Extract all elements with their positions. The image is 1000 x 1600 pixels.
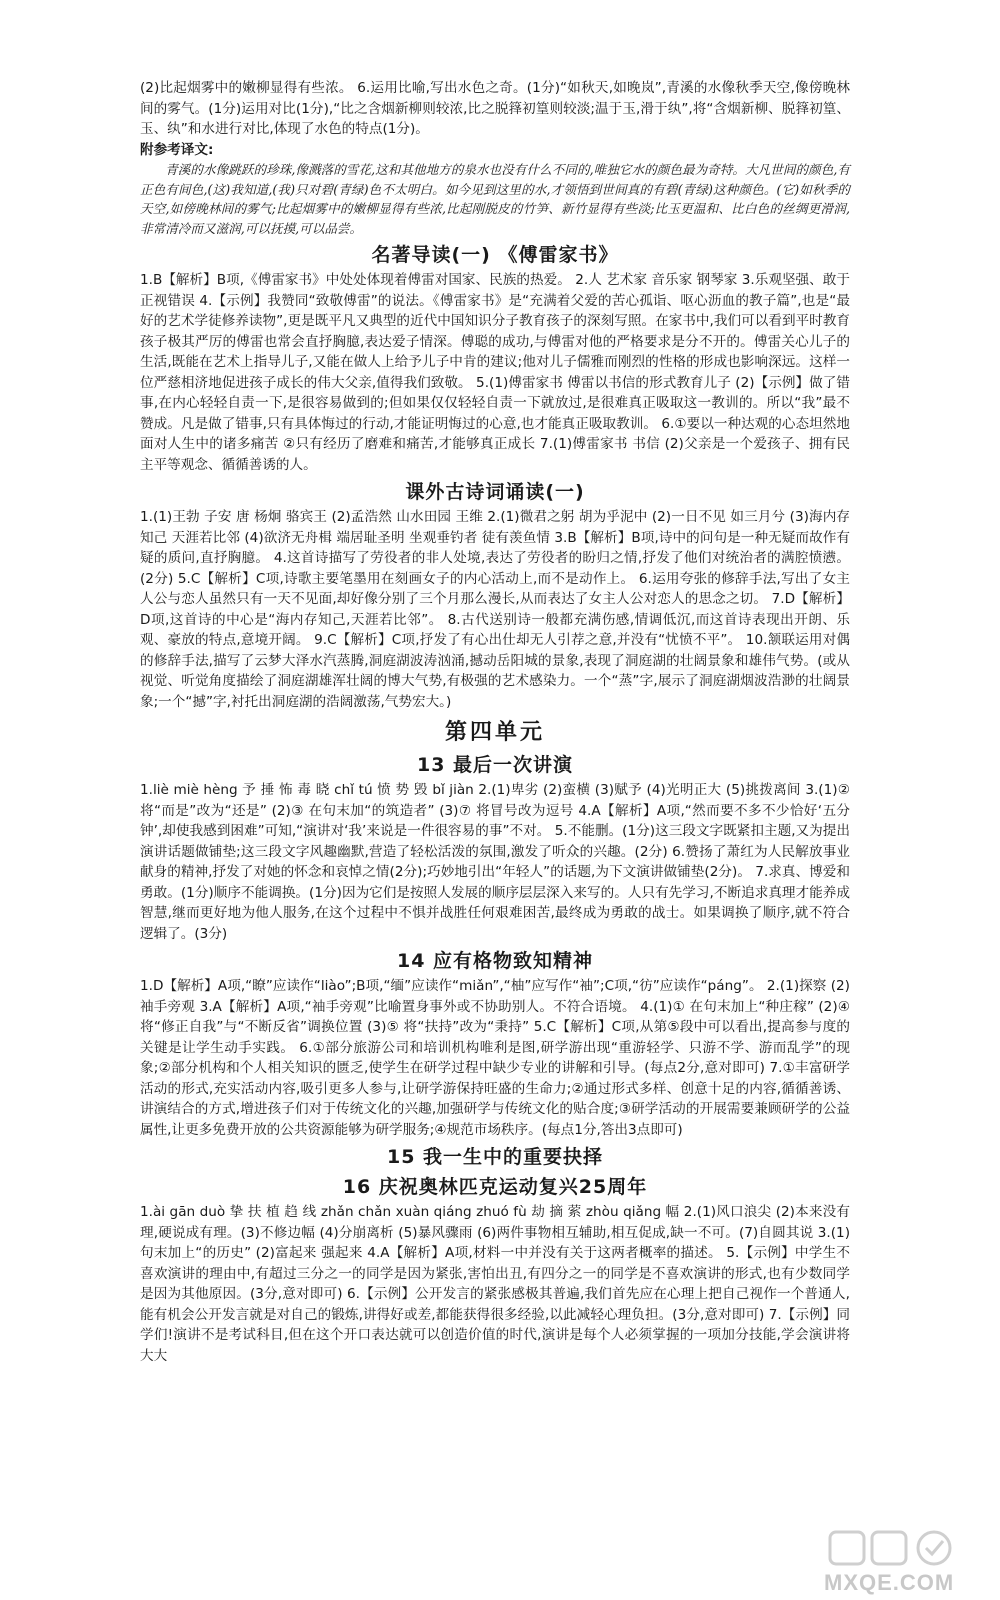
section-title-poetry: 课外古诗词诵读(一) (405, 481, 585, 503)
translation-heading: 附参考译文: (140, 141, 214, 158)
lesson-title-14: 14 应有格物致知精神 (396, 950, 594, 972)
lesson-text-14: 1.D【解析】A项,“瞭”应读作“liào”;B项,“缅”应读作“miǎn”,“柚”应写作“袖”;C项,“彷”应读作“páng”。 2.(1)探察 (2)袖手旁观 3.A【解析】A项,“袖手旁观”比喻置身事外或不协助别人。不符合语境。 4.(1)① 在句末加上“种庄稼” (2)④ 将“修正自我”与“不断反省”调换位置 (3)⑤ 将“扶持”改为“秉持” 5.C【解析】C项,从第⑤段中可以看出,提高参与度的关键是让学生动手实践。 6.①部分旅游公司和培训机构唯利是图,研学游出现“重游轻学、只游不学、游而乱学”的现象;②部分机构和个人相关知识的匮乏,使学生在研学过程中缺少专业的讲解和引导。(每点2分,意对即可) 7.①丰富研学活动的形式,充实活动内容,吸引更多人参与,让研学游保持旺盛的生命力;②通过形式多样、创意十足的内容,循循善诱、讲演结合的方式,增进孩子们对于传统文化的兴趣,加强研学与传统文化的贴合度;③研学活动的开展需要兼顾研学的公益属性,让更多免费开放的公共资源能够为研学服务;④规范市场秩序。(每点1分,答出3点即可) (140, 978, 850, 1138)
lesson-text-13: 1.liè miè hèng 予 捶 怖 毒 晓 chǐ tú 愤 势 毁 bǐ jiàn 2.(1)卑劣 (2)蛮横 (3)赋予 (4)光明正大 (5)挑拨离间 3.(1)② 将“而是”改为“还是” (2)③ 在句末加“的筑造者” (3)⑦ 将冒号改为逗号 4.A【解析】A项,“然而要不多不少恰好‘五分钟’,却使我感到困难”可知,“演讲对‘我’来说是一件很容易的事”不对。 5.不能删。(1分)这三段文字既紧扣主题,又为提出演讲话题做铺垫;这三段文字风趣幽默,营造了轻松活泼的氛围,激发了听众的兴趣。(2分) 6.赞扬了萧红为人民解放事业献身的精神,抒发了对她的怀念和哀悼之情(2分);巧妙地引出“年轻人”的话题,为下文演讲做铺垫(2分)。 7.求真、博爱和勇敢。(1分)顺序不能调换。(1分)因为它们是按照人发展的顺序层层深入来写的。人只有先学习,不断追求真理才能养成智慧,继而更好地为他人服务,在这个过程中不惧并战胜任何艰难困苦,最终成为勇敢的战士。如果调换了顺序,就不符合逻辑了。(3分) (140, 782, 850, 942)
unit-title: 第四单元 (444, 720, 545, 745)
watermark-logo-icon (822, 1526, 992, 1570)
lesson-title-16: 16 庆祝奥林匹克运动复兴25周年 (342, 1176, 648, 1198)
watermark-text: MXQE.COM (824, 1570, 955, 1595)
section-title-fulei: 名著导读(一) 《傅雷家书》 (371, 244, 619, 266)
site-watermark (822, 1526, 992, 1596)
lesson-text-16: 1.ài gān duò 挚 扶 植 趋 线 zhǎn chǎn xuàn qiáng zhuó fù 劫 摘 萦 zhòu qiǎng 幅 2.(1)风口浪尖 (2)本来没有理,硬说成有理。(3)不修边幅 (4)分崩离析 (5)暴风骤雨 (6)两件事物相互辅助,相互促成,缺一不可。(7)自圆其说 3.(1)句末加上“的历史” (2)富起来 强起来 4.A【解析】A项,材料一中并没有关于这两者概率的描述。 5.【示例】中学生不喜欢演讲的理由中,有超过三分之一的同学是因为紧张,害怕出丑,有四分之一的同学是不喜欢演讲的形式,也有少数同学是因为其他原因。(3分,意对即可) 6.【示例】公开发言的紧张感极其普遍,我们首先应在心理上把自己视作一个普通人,能有机会公开发言就是对自己的锻炼,讲得好或差,都能获得很多经验,以此减轻心理负担。(3分,意对即可) 7.【示例】同学们!演讲不是考试科目,但在这个开口表达就可以创造价值的时代,演讲是每个人必须掌握的一项加分技能,学会演讲将大大 (140, 1204, 850, 1364)
translation-text: 青溪的水像跳跃的珍珠,像溅落的雪花,这和其他地方的泉水也没有什么不同的,唯独它水的颜色最为奇特。大凡世间的颜色,有正色有间色,(这)我知道,(我)只对碧(青绿)色不太明白。如今见到这里的水,才领悟到世间真的有碧(青绿)这种颜色。(它)如秋季的天空,如傍晚林间的雾气;比起烟雾中的嫩柳显得有些浓,比起刚脱皮的竹笋、新竹显得有些淡;比玉更温和、比白色的丝绸更滑润,非常清冷而又滋润,可以抚摸,可以品尝。 (140, 162, 850, 236)
lesson-title-13: 13 最后一次讲演 (416, 754, 574, 776)
lesson-title-15: 15 我一生中的重要抉择 (386, 1146, 604, 1168)
section-text-fulei: 1.B【解析】B项,《傅雷家书》中处处体现着傅雷对国家、民族的热爱。 2.人 艺术家 音乐家 钢琴家 3.乐观坚强、敢于正视错误 4.【示例】我赞同“致敬傅雷”的说法。《傅雷家书》是“充满着父爱的苦心孤诣、呕心沥血的教子篇”,也是“最好的艺术学徒修养读物”,更是既平凡又典型的近代中国知识分子教育孩子的深刻写照。在家书中,我们可以看到平时教育孩子极其严厉的傅雷也常会直抒胸臆,表达爱子情深。傅聪的成功,与傅雷对他的严格要求是分不开的。傅雷关心儿子的生活,既能在艺术上指导儿子,又能在做人上给予儿子中肯的建议;他对儿子儒雅而刚烈的性格的形成也影响深远。这样一位严慈相济地促进孩子成长的伟大父亲,值得我们致敬。 5.(1)傅雷家书 傅雷以书信的形式教育儿子 (2)【示例】做了错事,在内心轻轻自责一下,是很容易做到的;但如果仅仅轻轻自责一下就放过,是很难真正吸取这一教训的。所以“我”最不赞成。凡是做了错事,只有具体悔过的行动,才能证明悔过的心意,也才能真正吸取教训。 6.①要以一种达观的心态坦然地面对人生中的诸多痛苦 ②只有经历了磨难和痛苦,才能够真正成长 7.(1)傅雷家书 书信 (2)父亲是一个爱孩子、拥有民主平等观念、循循善诱的人。 (140, 272, 850, 473)
section-text-poetry: 1.(1)王勃 子安 唐 杨炯 骆宾王 (2)孟浩然 山水田园 王维 2.(1)微君之躬 胡为乎泥中 (2)一日不见 如三月兮 (3)海内存知己 天涯若比邻 (4)欲济无舟楫 端居耻圣明 坐观垂钓者 徒有羡鱼情 3.B【解析】B项,诗中的问句是一种无疑而故作有疑的质问,直抒胸臆。 4.这首诗描写了劳役者的非人处境,表达了劳役者的盼归之情,抒发了他们对统治者的满腔愤懑。(2分) 5.C【解析】C项,诗歌主要笔墨用在刻画女子的内心活动上,而不是动作上。 6.运用夸张的修辞手法,写出了女主人公与恋人虽然只有一天不见面,却好像分别了三个月那么漫长,从而表达了女主人公对恋人的思念之切。 7.D【解析】D项,这首诗的中心是“海内存知己,天涯若比邻”。 8.古代送别诗一般都充满伤感,情调低沉,而这首诗表现出开朗、乐观、豪放的特点,意境开阔。 9.C【解析】C项,抒发了有心出仕却无人引荐之意,并没有“忧愤不平”。 10.颔联运用对偶的修辞手法,描写了云梦大泽水汽蒸腾,洞庭湖波涛汹涌,撼动岳阳城的景象,表现了洞庭湖的壮阔景象和雄伟气势。(或从视觉、听觉角度描绘了洞庭湖雄浑壮阔的博大气势,有极强的艺术感染力。一个“蒸”字,展示了洞庭湖烟波浩渺的壮阔景象;一个“撼”字,衬托出洞庭湖的浩阔激荡,气势宏大。) (140, 509, 850, 710)
answer-page (140, 78, 850, 1366)
answer-paragraph-top: (2)比起烟雾中的嫩柳显得有些浓。 6.运用比喻,写出水色之奇。(1分)“如秋天,如晚岚”,青溪的水像秋季天空,像傍晚林间的雾气。(1分)运用对比(1分),“比之含烟新柳则较浓,比之脱箨初篁则较淡;温于玉,滑于纨”,将“含烟新柳、脱箨初篁、玉、纨”和水进行对比,体现了水色的特点(1分)。 (140, 80, 850, 137)
